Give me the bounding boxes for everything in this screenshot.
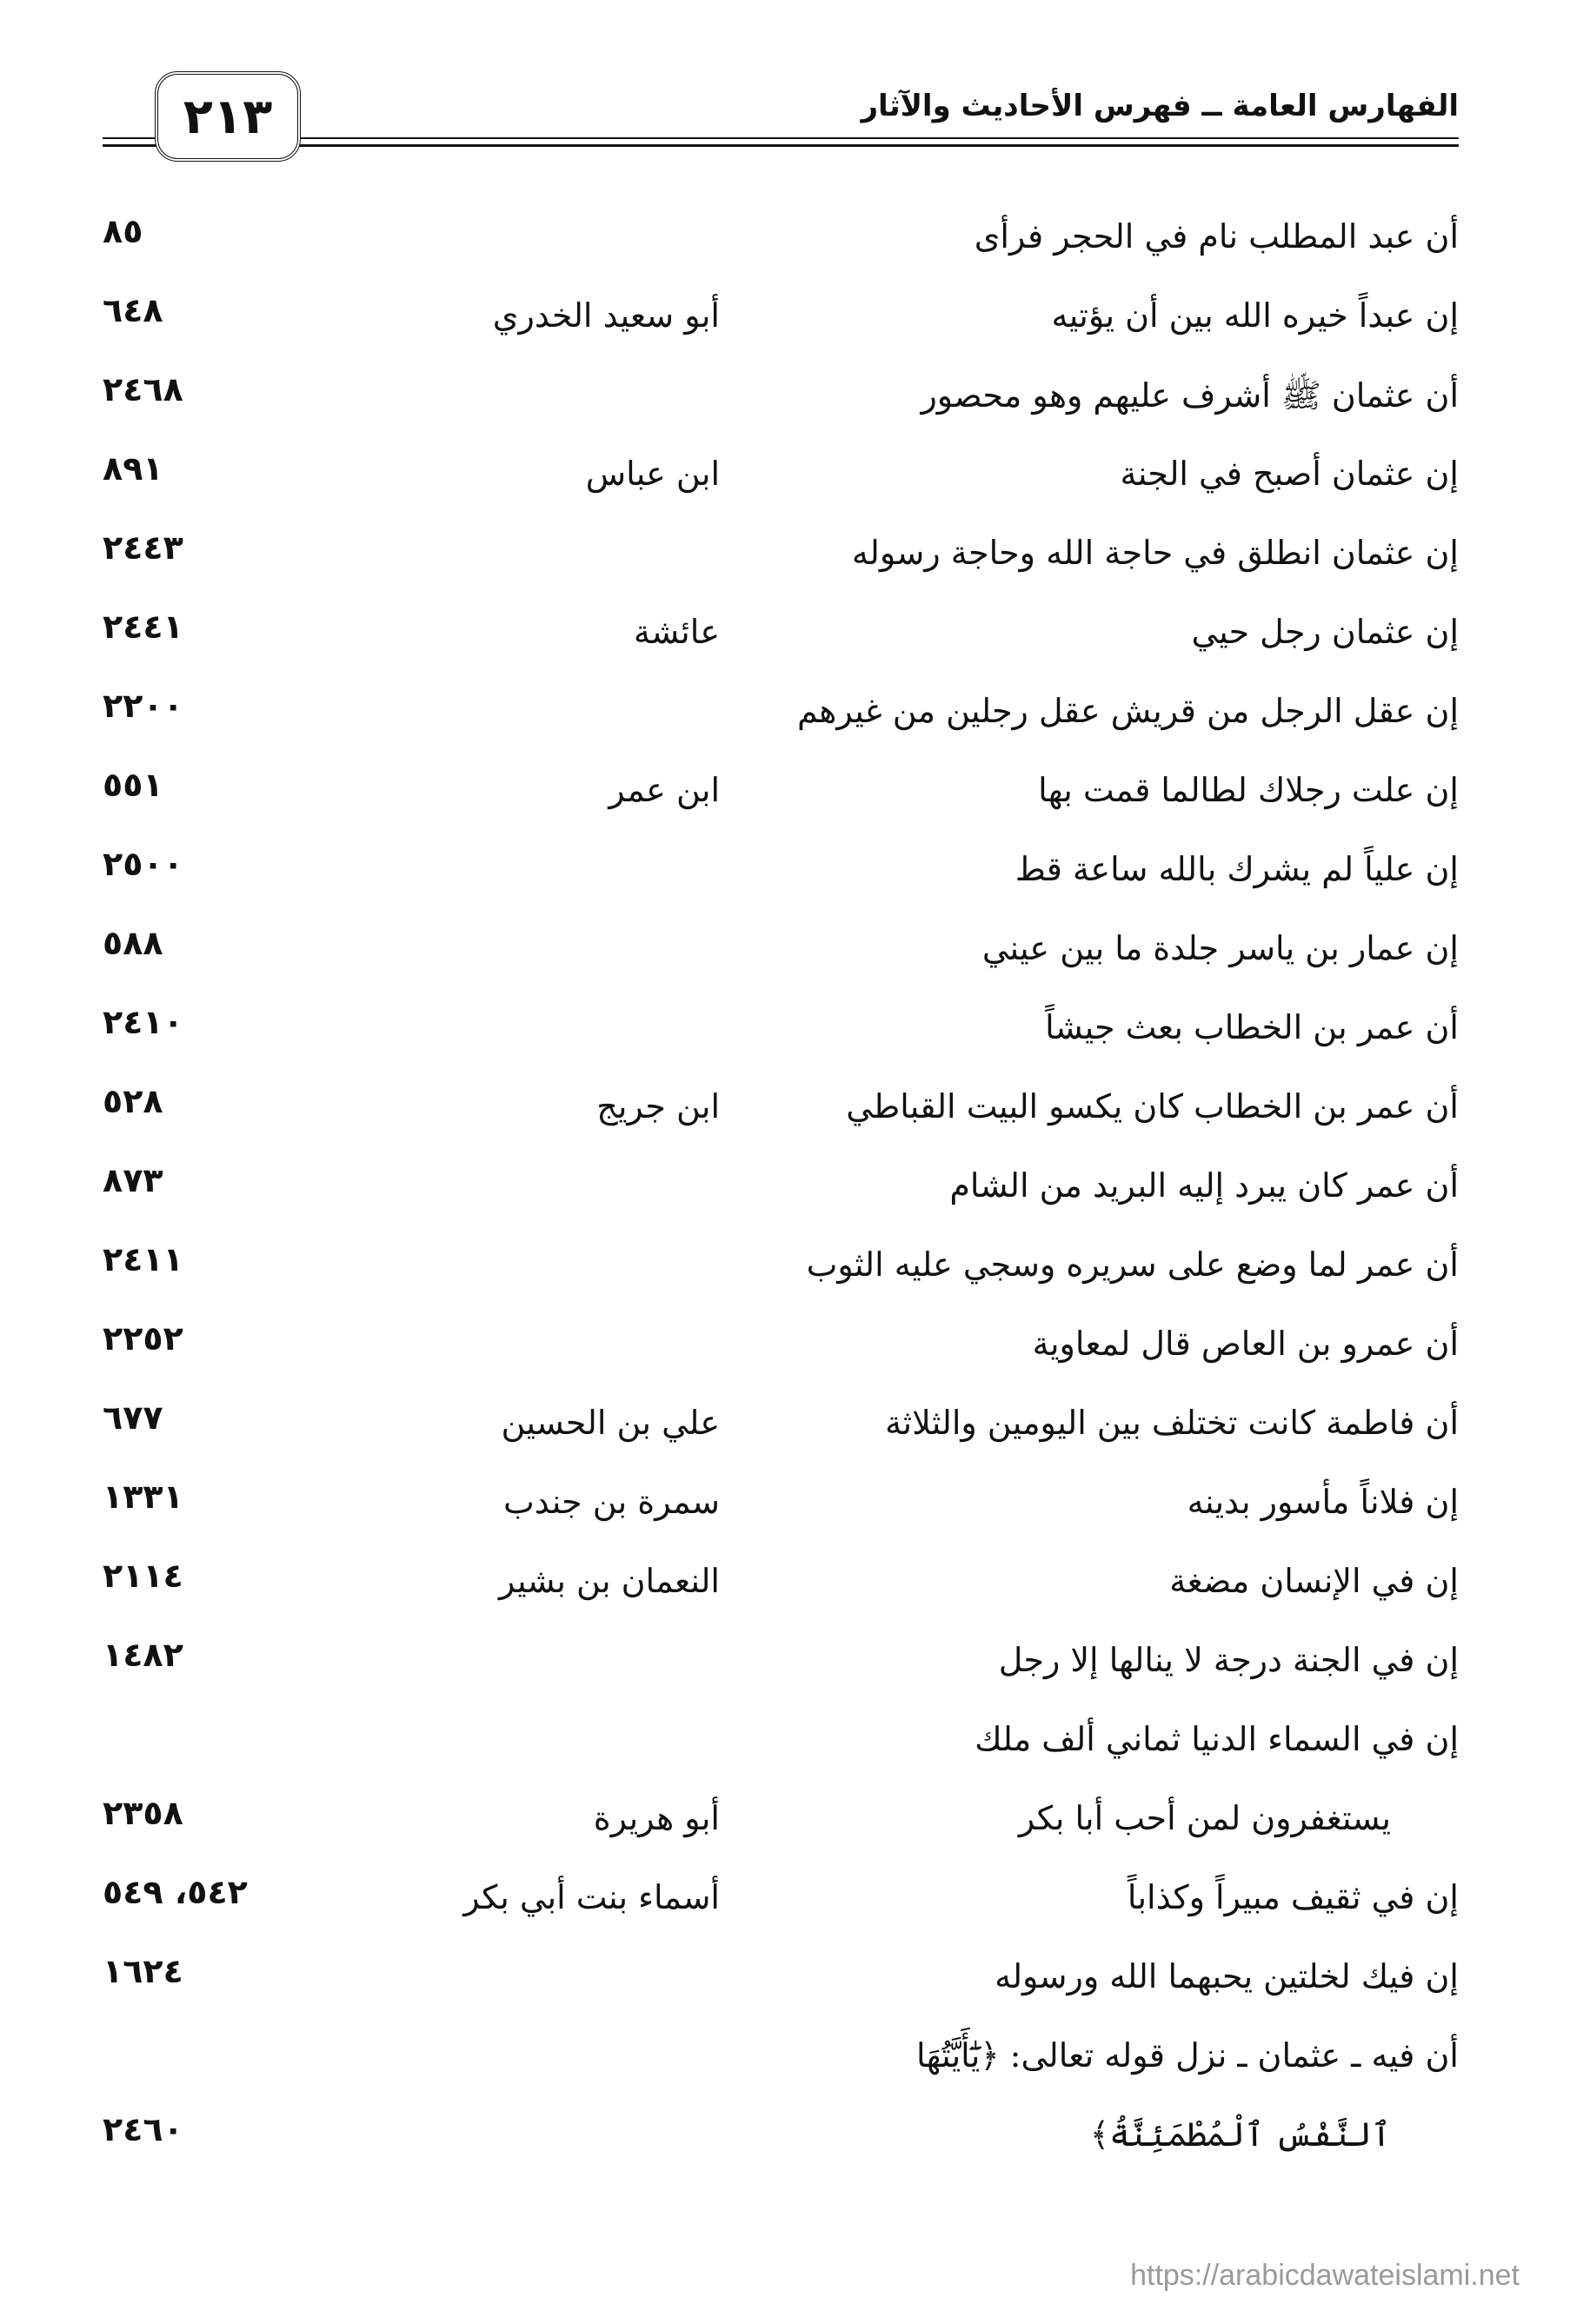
- reference-number: ٥٥١: [103, 766, 163, 804]
- hadith-text: أن عثمان ﷺ أشرف عليهم وهو محصور: [921, 376, 1459, 415]
- page-header: [103, 71, 1459, 167]
- hadith-text: إن عثمان أصبح في الجنة: [1120, 455, 1459, 493]
- narrator-name: النعمان بن بشير: [499, 1562, 720, 1600]
- hadith-text: أن فاطمة كانت تختلف بين اليومين والثلاثة: [885, 1404, 1459, 1442]
- reference-number: ٢٥٠٠: [103, 845, 183, 883]
- narrator-name: سمرة بن جندب: [502, 1483, 720, 1521]
- reference-number: ٥٤٢، ٥٤٩: [103, 1873, 248, 1911]
- reference-number: ١٤٨٢: [103, 1636, 183, 1674]
- index-entry: [103, 1477, 1459, 1547]
- index-entry: [103, 1082, 1459, 1152]
- narrator-name: ابن عمر: [609, 771, 720, 809]
- index-entry: [103, 845, 1459, 914]
- index-entry: [103, 1873, 1459, 1942]
- hadith-text: إن عمار بن ياسر جلدة ما بين عيني: [981, 929, 1459, 967]
- index-entry: [103, 1398, 1459, 1468]
- running-title: الفهارس العامة ــ فهرس الأحاديث والآثار: [861, 89, 1459, 123]
- reference-number: ٢٤٦٨: [103, 370, 183, 408]
- hadith-text: أن عمر كان يبرد إليه البريد من الشام: [949, 1166, 1459, 1205]
- narrator-name: أسماء بنت أبي بكر: [463, 1878, 720, 1916]
- reference-number: ٢٢٥٢: [103, 1319, 183, 1358]
- hadith-text: إن عقل الرجل من قريش عقل رجلين من غيرهم: [797, 692, 1459, 730]
- narrator-name: ابن عباس: [585, 455, 720, 493]
- narrator-name: عائشة: [633, 613, 720, 651]
- index-entry: [103, 1319, 1459, 1389]
- index-entry: [103, 212, 1459, 282]
- source-watermark: https://arabicdawateislami.net: [1130, 2259, 1520, 2292]
- reference-number: ١٣٣١: [103, 1477, 183, 1516]
- hadith-text: إن في الإنسان مضغة: [1169, 1562, 1459, 1600]
- reference-number: ٨٩١: [103, 449, 163, 488]
- hadith-text: يستغفرون لمن أحب أبا بكر: [1018, 1799, 1391, 1837]
- index-entry: [103, 1003, 1459, 1072]
- hadith-text: إن فلاناً مأسور بدينه: [1187, 1483, 1459, 1521]
- hadith-text: أن عمر بن الخطاب بعث جيشاً: [1045, 1008, 1459, 1046]
- index-entry: [103, 1636, 1459, 1705]
- index-entry: [103, 1715, 1459, 1784]
- reference-number: ٢٣٥٨: [103, 1794, 183, 1832]
- reference-number: ٢٤٦٠: [103, 2110, 183, 2148]
- narrator-name: ابن جريج: [596, 1087, 720, 1125]
- reference-number: ٦٧٧: [103, 1398, 163, 1437]
- narrator-name: أبو هريرة: [593, 1799, 720, 1837]
- index-entry: [103, 1557, 1459, 1626]
- index-entry: [103, 608, 1459, 677]
- page-number: ٢١٣: [155, 71, 301, 162]
- index-entry: [103, 1952, 1459, 2022]
- hadith-text: أن عمر لما وضع على سريره وسجي عليه الثوب: [806, 1245, 1459, 1284]
- narrator-name: أبو سعيد الخدري: [492, 296, 720, 335]
- hadith-text: إن فيك لخلتين يحبهما الله ورسوله: [995, 1957, 1459, 1995]
- reference-number: ٨٥: [103, 212, 143, 250]
- index-entry: [103, 370, 1459, 440]
- index-entry: [103, 2031, 1459, 2101]
- hadith-text: إن علياً لم يشرك بالله ساعة قط: [1015, 850, 1459, 888]
- index-entry: [103, 449, 1459, 519]
- reference-number: ٢٢٠٠: [103, 687, 183, 725]
- hadith-text: أن عبد المطلب نام في الحجر فرأى: [974, 217, 1459, 256]
- hadith-text: إن في ثقيف مبيراً وكذاباً: [1127, 1878, 1459, 1916]
- hadith-text: إن عثمان رجل حيي: [1191, 613, 1459, 651]
- index-entry: [103, 766, 1459, 835]
- hadith-text: إن عثمان انطلق في حاجة الله وحاجة رسوله: [851, 534, 1459, 572]
- reference-number: ٦٤٨: [103, 291, 163, 329]
- reference-number: ٢٤٤٣: [103, 528, 183, 567]
- index-entry: [103, 291, 1459, 361]
- hadith-text: إن علت رجلاك لطالما قمت بها: [1038, 771, 1459, 809]
- index-entry: [103, 687, 1459, 756]
- hadith-text: أن عمر بن الخطاب كان يكسو البيت القباطي: [846, 1087, 1459, 1125]
- index-entry: [103, 1161, 1459, 1231]
- hadith-text: أن فيه ـ عثمان ـ نزل قوله تعالى: ﴿يَٰٓأَيَّتُهَا: [916, 2036, 1459, 2075]
- reference-number: ٥٨٨: [103, 924, 163, 962]
- index-entry: [103, 1794, 1459, 1863]
- header-rule: [103, 137, 1459, 139]
- hadith-text: إن في السماء الدنيا ثماني ألف ملك: [975, 1720, 1459, 1758]
- hadith-text: ٱلنَّفْسُ ٱلْمُطْمَئِنَّةُ﴾: [1089, 2115, 1391, 2154]
- reference-number: ١٦٢٤: [103, 1952, 183, 1990]
- reference-number: ٢٤٤١: [103, 608, 183, 646]
- hadith-text: أن عمرو بن العاص قال لمعاوية: [1032, 1325, 1459, 1363]
- reference-number: ٢٤١٠: [103, 1003, 183, 1041]
- hadith-text: إن في الجنة درجة لا ينالها إلا رجل: [998, 1641, 1459, 1679]
- reference-number: ٥٢٨: [103, 1082, 163, 1120]
- index-entry: [103, 924, 1459, 993]
- reference-number: ٨٧٣: [103, 1161, 163, 1199]
- index-entry: [103, 528, 1459, 598]
- narrator-name: علي بن الحسين: [501, 1404, 720, 1442]
- header-rule-double: [103, 144, 1459, 147]
- reference-number: ٢٤١١: [103, 1240, 183, 1278]
- index-entry: [103, 2110, 1459, 2180]
- index-entry: [103, 1240, 1459, 1310]
- reference-number: ٢١١٤: [103, 1557, 183, 1595]
- hadith-text: إن عبداً خيره الله بين أن يؤتيه: [1051, 296, 1459, 335]
